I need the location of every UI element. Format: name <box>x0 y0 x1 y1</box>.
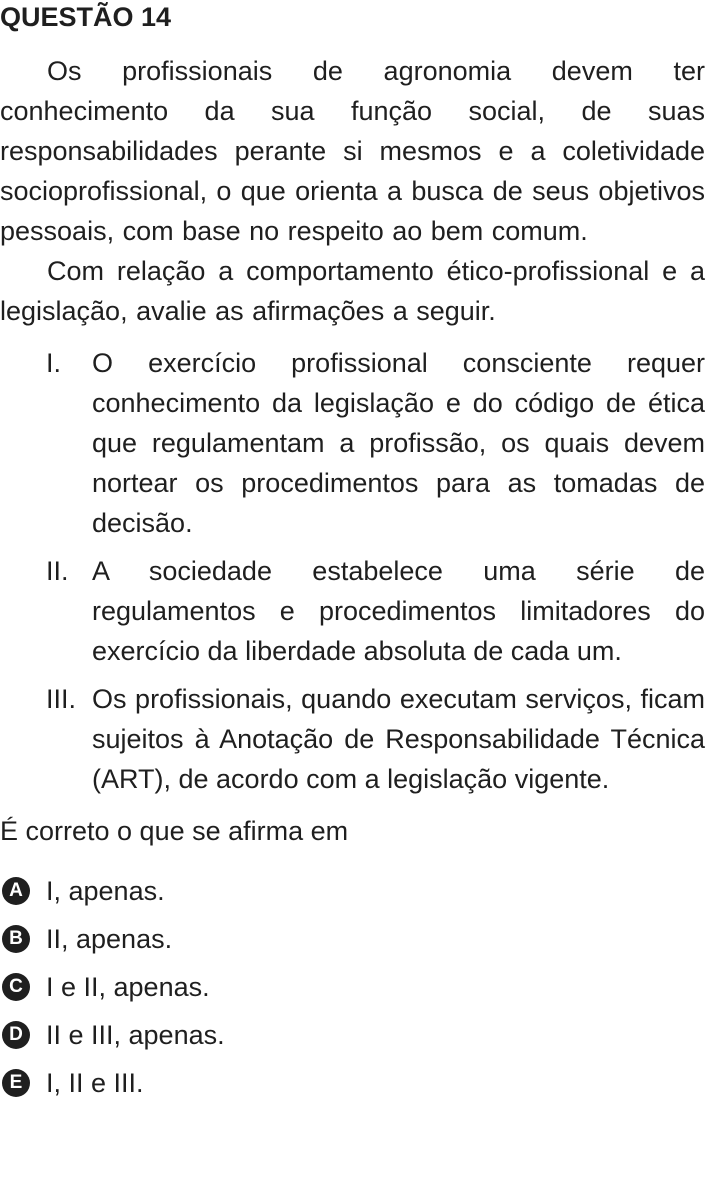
option-text: II e III, apenas. <box>46 1020 225 1050</box>
answer-options <box>0 867 705 1107</box>
option-c[interactable] <box>0 963 705 1011</box>
option-text: II, apenas. <box>46 924 173 954</box>
option-text: I, II e III. <box>46 1068 144 1098</box>
option-letter-badge: B <box>2 925 30 953</box>
statement-text: Os profissionais, quando executam serviços, ficam sujeitos à Anotação de Responsabilidade Técnica (ART), de acordo com a legislação vigente. <box>92 684 705 794</box>
question-title: QUESTÃO 14 <box>0 2 172 32</box>
statement-text: O exercício profissional consciente requer conhecimento da legislação e do código de ética que regulamentam a profissão, os quais devem nortear os procedimentos para as tomadas de decisão. <box>92 348 705 538</box>
statement-item <box>0 679 705 799</box>
question-stem: É correto o que se afirma em <box>0 816 349 846</box>
statement-list <box>0 343 705 799</box>
statement-number: I. <box>46 348 62 378</box>
option-text: I, apenas. <box>46 876 165 906</box>
context-paragraph: Os profissionais de agronomia devem ter conhecimento da sua função social, de suas responsabilidades perante si mesmos e a coletividade socioprofissional, o que orienta a busca de seus objetivos pessoais, com base no respeito ao bem comum. <box>0 56 705 246</box>
statement-number: III. <box>46 684 77 714</box>
option-letter-badge: C <box>2 973 30 1001</box>
statement-item <box>0 551 705 671</box>
option-letter-badge: D <box>2 1021 30 1049</box>
option-text: I e II, apenas. <box>46 972 210 1002</box>
option-a[interactable] <box>0 867 705 915</box>
option-b[interactable] <box>0 915 705 963</box>
statement-text: A sociedade estabelece uma série de regulamentos e procedimentos limitadores do exercício da liberdade absoluta de cada um. <box>92 556 705 666</box>
option-letter-badge: A <box>2 877 30 905</box>
statement-number: II. <box>46 556 69 586</box>
option-d[interactable] <box>0 1011 705 1059</box>
statement-item <box>0 343 705 543</box>
instruction-paragraph: Com relação a comportamento ético-profissional e a legislação, avalie as afirmações a seguir. <box>0 256 705 326</box>
option-letter-badge: E <box>2 1069 30 1097</box>
option-e[interactable] <box>0 1059 705 1107</box>
